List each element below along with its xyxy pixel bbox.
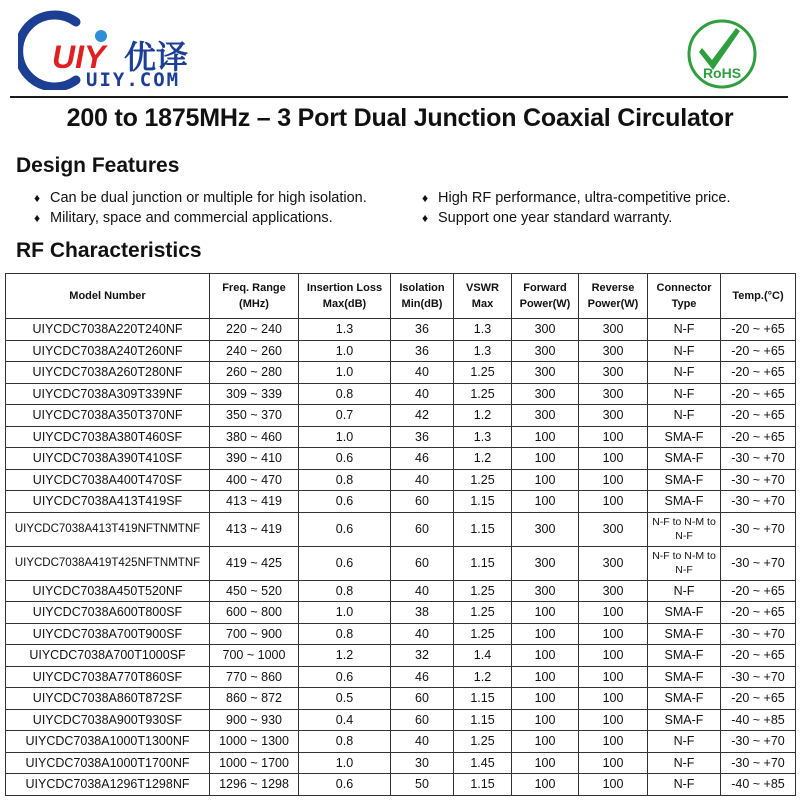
- cell-vswr: 1.25: [454, 580, 512, 602]
- col-header-forward-power: Forward Power(W): [512, 274, 579, 319]
- cell-temperature: -30 ~ +70: [721, 469, 796, 491]
- cell-reverse-power: 100: [579, 731, 648, 753]
- cell-forward-power: 100: [512, 491, 579, 513]
- cell-connector-type: SMA-F: [648, 709, 721, 731]
- cell-temperature: -30 ~ +70: [721, 731, 796, 753]
- cell-freq-range: 413 ~ 419: [210, 491, 299, 513]
- cell-model: UIYCDC7038A413T419NFTNMTNF: [6, 512, 210, 546]
- cell-reverse-power: 300: [579, 546, 648, 580]
- cell-model: UIYCDC7038A390T410SF: [6, 448, 210, 470]
- cell-isolation: 60: [391, 709, 454, 731]
- cell-insertion-loss: 1.0: [299, 752, 391, 774]
- cell-vswr: 1.25: [454, 362, 512, 384]
- cell-forward-power: 300: [512, 340, 579, 362]
- diamond-bullet-icon: ♦: [34, 191, 41, 205]
- table-row: [6, 666, 796, 688]
- feature-item: ♦ High RF performance, ultra-competitive price.: [422, 190, 731, 206]
- col-header-vswr: VSWR Max: [454, 274, 512, 319]
- table-row: [6, 731, 796, 753]
- cell-freq-range: 309 ~ 339: [210, 383, 299, 405]
- cell-insertion-loss: 0.8: [299, 731, 391, 753]
- feature-item: ♦ Military, space and commercial applications.: [34, 210, 333, 226]
- cell-insertion-loss: 0.6: [299, 512, 391, 546]
- cell-model: UIYCDC7038A900T930SF: [6, 709, 210, 731]
- svg-text:UIY.COM: UIY.COM: [86, 69, 181, 90]
- col-header-temp: Temp.(°C): [721, 274, 796, 319]
- cell-model: UIYCDC7038A600T800SF: [6, 602, 210, 624]
- svg-text:UIY: UIY: [52, 39, 106, 75]
- table-row: [6, 405, 796, 427]
- cell-connector-type: SMA-F: [648, 448, 721, 470]
- col-header-connector: Connector Type: [648, 274, 721, 319]
- cell-vswr: 1.25: [454, 383, 512, 405]
- cell-temperature: -30 ~ +70: [721, 623, 796, 645]
- cell-forward-power: 100: [512, 602, 579, 624]
- table-row: [6, 688, 796, 710]
- cell-isolation: 40: [391, 362, 454, 384]
- cell-reverse-power: 100: [579, 752, 648, 774]
- col-header-freq: Freq. Range (MHz): [210, 274, 299, 319]
- cell-model: UIYCDC7038A700T900SF: [6, 623, 210, 645]
- cell-reverse-power: 100: [579, 469, 648, 491]
- cell-freq-range: 350 ~ 370: [210, 405, 299, 427]
- diamond-bullet-icon: ♦: [422, 211, 429, 225]
- cell-insertion-loss: 0.6: [299, 448, 391, 470]
- cell-temperature: -20 ~ +65: [721, 688, 796, 710]
- cell-model: UIYCDC7038A860T872SF: [6, 688, 210, 710]
- rf-spec-table: [5, 273, 796, 796]
- cell-model: UIYCDC7038A260T280NF: [6, 362, 210, 384]
- cell-forward-power: 100: [512, 752, 579, 774]
- cell-insertion-loss: 1.0: [299, 362, 391, 384]
- cell-connector-type: SMA-F: [648, 469, 721, 491]
- cell-forward-power: 300: [512, 319, 579, 341]
- cell-temperature: -30 ~ +70: [721, 666, 796, 688]
- cell-connector-type: N-F: [648, 340, 721, 362]
- cell-model: UIYCDC7038A450T520NF: [6, 580, 210, 602]
- cell-freq-range: 1296 ~ 1298: [210, 774, 299, 796]
- cell-forward-power: 300: [512, 383, 579, 405]
- table-body: [6, 319, 796, 796]
- uiy-logo-icon: [18, 10, 238, 90]
- cell-freq-range: 240 ~ 260: [210, 340, 299, 362]
- cell-connector-type: SMA-F: [648, 623, 721, 645]
- cell-model: UIYCDC7038A220T240NF: [6, 319, 210, 341]
- cell-reverse-power: 300: [579, 405, 648, 427]
- table-row: [6, 546, 796, 580]
- diamond-bullet-icon: ♦: [422, 191, 429, 205]
- cell-temperature: -40 ~ +85: [721, 709, 796, 731]
- cell-freq-range: 260 ~ 280: [210, 362, 299, 384]
- svg-text:优译: 优译: [124, 38, 189, 76]
- diamond-bullet-icon: ♦: [34, 211, 41, 225]
- cell-insertion-loss: 0.6: [299, 546, 391, 580]
- cell-insertion-loss: 1.3: [299, 319, 391, 341]
- cell-insertion-loss: 0.7: [299, 405, 391, 427]
- table-row: [6, 774, 796, 796]
- table-row: [6, 491, 796, 513]
- cell-reverse-power: 100: [579, 666, 648, 688]
- cell-insertion-loss: 1.0: [299, 602, 391, 624]
- cell-reverse-power: 300: [579, 340, 648, 362]
- cell-isolation: 40: [391, 469, 454, 491]
- cell-freq-range: 419 ~ 425: [210, 546, 299, 580]
- col-header-model: Model Number: [6, 274, 210, 319]
- cell-reverse-power: 100: [579, 448, 648, 470]
- table-row: [6, 602, 796, 624]
- cell-vswr: 1.15: [454, 709, 512, 731]
- cell-freq-range: 600 ~ 800: [210, 602, 299, 624]
- cell-connector-type: SMA-F: [648, 602, 721, 624]
- cell-isolation: 60: [391, 512, 454, 546]
- cell-temperature: -30 ~ +70: [721, 512, 796, 546]
- table-row: [6, 645, 796, 667]
- cell-vswr: 1.15: [454, 688, 512, 710]
- cell-vswr: 1.45: [454, 752, 512, 774]
- cell-forward-power: 100: [512, 645, 579, 667]
- cell-temperature: -20 ~ +65: [721, 580, 796, 602]
- cell-model: UIYCDC7038A240T260NF: [6, 340, 210, 362]
- cell-insertion-loss: 0.5: [299, 688, 391, 710]
- cell-model: UIYCDC7038A1296T1298NF: [6, 774, 210, 796]
- cell-model: UIYCDC7038A413T419SF: [6, 491, 210, 513]
- cell-forward-power: 100: [512, 709, 579, 731]
- table-row: [6, 623, 796, 645]
- cell-freq-range: 900 ~ 930: [210, 709, 299, 731]
- cell-vswr: 1.3: [454, 319, 512, 341]
- cell-isolation: 36: [391, 426, 454, 448]
- cell-model: UIYCDC7038A309T339NF: [6, 383, 210, 405]
- feature-item: ♦ Can be dual junction or multiple for high isolation.: [34, 190, 367, 206]
- cell-temperature: -20 ~ +65: [721, 319, 796, 341]
- design-features-heading: Design Features: [16, 154, 180, 177]
- cell-reverse-power: 100: [579, 491, 648, 513]
- cell-vswr: 1.2: [454, 448, 512, 470]
- rohs-check-icon: [686, 18, 758, 90]
- table-row: [6, 426, 796, 448]
- cell-connector-type: N-F: [648, 752, 721, 774]
- cell-reverse-power: 300: [579, 580, 648, 602]
- cell-vswr: 1.2: [454, 405, 512, 427]
- cell-reverse-power: 300: [579, 512, 648, 546]
- cell-connector-type: N-F: [648, 774, 721, 796]
- cell-forward-power: 100: [512, 469, 579, 491]
- cell-freq-range: 390 ~ 410: [210, 448, 299, 470]
- cell-freq-range: 860 ~ 872: [210, 688, 299, 710]
- page-title: 200 to 1875MHz – 3 Port Dual Junction Coaxial Circulator: [66, 104, 734, 132]
- cell-insertion-loss: 1.2: [299, 645, 391, 667]
- cell-reverse-power: 100: [579, 688, 648, 710]
- cell-vswr: 1.3: [454, 340, 512, 362]
- cell-freq-range: 400 ~ 470: [210, 469, 299, 491]
- cell-vswr: 1.2: [454, 666, 512, 688]
- cell-isolation: 46: [391, 448, 454, 470]
- cell-freq-range: 700 ~ 900: [210, 623, 299, 645]
- cell-isolation: 50: [391, 774, 454, 796]
- cell-vswr: 1.3: [454, 426, 512, 448]
- cell-temperature: -20 ~ +65: [721, 426, 796, 448]
- cell-freq-range: 1000 ~ 1300: [210, 731, 299, 753]
- cell-insertion-loss: 0.8: [299, 580, 391, 602]
- cell-temperature: -30 ~ +70: [721, 752, 796, 774]
- cell-vswr: 1.25: [454, 602, 512, 624]
- cell-isolation: 46: [391, 666, 454, 688]
- cell-temperature: -20 ~ +65: [721, 645, 796, 667]
- cell-reverse-power: 100: [579, 602, 648, 624]
- col-header-insertion-loss: Insertion Loss Max(dB): [299, 274, 391, 319]
- cell-insertion-loss: 0.8: [299, 469, 391, 491]
- cell-model: UIYCDC7038A1000T1300NF: [6, 731, 210, 753]
- cell-reverse-power: 100: [579, 645, 648, 667]
- cell-forward-power: 300: [512, 512, 579, 546]
- table-row: [6, 752, 796, 774]
- cell-forward-power: 100: [512, 623, 579, 645]
- cell-vswr: 1.15: [454, 546, 512, 580]
- cell-isolation: 60: [391, 688, 454, 710]
- table-header-row: [6, 274, 796, 319]
- cell-reverse-power: 100: [579, 623, 648, 645]
- cell-model: UIYCDC7038A770T860SF: [6, 666, 210, 688]
- cell-insertion-loss: 0.4: [299, 709, 391, 731]
- cell-model: UIYCDC7038A1000T1700NF: [6, 752, 210, 774]
- cell-temperature: -20 ~ +65: [721, 340, 796, 362]
- cell-temperature: -20 ~ +65: [721, 383, 796, 405]
- cell-insertion-loss: 1.0: [299, 340, 391, 362]
- cell-forward-power: 300: [512, 580, 579, 602]
- cell-connector-type: SMA-F: [648, 645, 721, 667]
- cell-isolation: 36: [391, 319, 454, 341]
- cell-forward-power: 300: [512, 362, 579, 384]
- cell-reverse-power: 300: [579, 362, 648, 384]
- cell-temperature: -20 ~ +65: [721, 362, 796, 384]
- cell-freq-range: 770 ~ 860: [210, 666, 299, 688]
- table-row: [6, 709, 796, 731]
- cell-freq-range: 1000 ~ 1700: [210, 752, 299, 774]
- cell-freq-range: 220 ~ 240: [210, 319, 299, 341]
- cell-isolation: 40: [391, 383, 454, 405]
- table-row: [6, 319, 796, 341]
- cell-vswr: 1.25: [454, 469, 512, 491]
- company-logo: [18, 10, 238, 90]
- cell-reverse-power: 100: [579, 774, 648, 796]
- cell-temperature: -20 ~ +65: [721, 405, 796, 427]
- rohs-badge: [686, 18, 758, 90]
- cell-forward-power: 100: [512, 666, 579, 688]
- cell-connector-type: N-F: [648, 383, 721, 405]
- cell-isolation: 38: [391, 602, 454, 624]
- cell-connector-type: SMA-F: [648, 426, 721, 448]
- cell-insertion-loss: 0.6: [299, 774, 391, 796]
- cell-isolation: 40: [391, 731, 454, 753]
- cell-isolation: 30: [391, 752, 454, 774]
- cell-vswr: 1.15: [454, 774, 512, 796]
- cell-model: UIYCDC7038A380T460SF: [6, 426, 210, 448]
- cell-forward-power: 100: [512, 774, 579, 796]
- cell-forward-power: 300: [512, 405, 579, 427]
- cell-isolation: 60: [391, 546, 454, 580]
- cell-reverse-power: 100: [579, 426, 648, 448]
- cell-connector-type: N-F: [648, 405, 721, 427]
- cell-vswr: 1.15: [454, 491, 512, 513]
- cell-freq-range: 450 ~ 520: [210, 580, 299, 602]
- cell-isolation: 32: [391, 645, 454, 667]
- cell-freq-range: 700 ~ 1000: [210, 645, 299, 667]
- table-row: [6, 512, 796, 546]
- table-row: [6, 448, 796, 470]
- cell-connector-type: N-F: [648, 319, 721, 341]
- cell-vswr: 1.25: [454, 623, 512, 645]
- col-header-reverse-power: Reverse Power(W): [579, 274, 648, 319]
- cell-connector-type: SMA-F: [648, 666, 721, 688]
- cell-connector-type: N-F to N-M to N-F: [648, 546, 721, 580]
- cell-connector-type: N-F: [648, 731, 721, 753]
- cell-isolation: 40: [391, 580, 454, 602]
- table-row: [6, 340, 796, 362]
- cell-insertion-loss: 1.0: [299, 426, 391, 448]
- feature-item: ♦ Support one year standard warranty.: [422, 210, 673, 226]
- cell-forward-power: 100: [512, 688, 579, 710]
- cell-connector-type: N-F: [648, 580, 721, 602]
- cell-temperature: -30 ~ +70: [721, 546, 796, 580]
- cell-isolation: 36: [391, 340, 454, 362]
- cell-insertion-loss: 0.6: [299, 666, 391, 688]
- table-row: [6, 362, 796, 384]
- cell-reverse-power: 100: [579, 709, 648, 731]
- cell-vswr: 1.15: [454, 512, 512, 546]
- cell-reverse-power: 300: [579, 319, 648, 341]
- rf-characteristics-heading: RF Characteristics: [16, 239, 202, 262]
- svg-text:RoHS: RoHS: [702, 65, 742, 81]
- cell-temperature: -30 ~ +70: [721, 448, 796, 470]
- cell-model: UIYCDC7038A400T470SF: [6, 469, 210, 491]
- col-header-isolation: Isolation Min(dB): [391, 274, 454, 319]
- cell-vswr: 1.4: [454, 645, 512, 667]
- cell-insertion-loss: 0.8: [299, 383, 391, 405]
- cell-model: UIYCDC7038A350T370NF: [6, 405, 210, 427]
- cell-model: UIYCDC7038A700T1000SF: [6, 645, 210, 667]
- cell-freq-range: 413 ~ 419: [210, 512, 299, 546]
- cell-insertion-loss: 0.8: [299, 623, 391, 645]
- cell-forward-power: 100: [512, 426, 579, 448]
- cell-isolation: 40: [391, 623, 454, 645]
- cell-reverse-power: 300: [579, 383, 648, 405]
- cell-temperature: -30 ~ +70: [721, 491, 796, 513]
- cell-isolation: 42: [391, 405, 454, 427]
- cell-connector-type: N-F to N-M to N-F: [648, 512, 721, 546]
- cell-temperature: -40 ~ +85: [721, 774, 796, 796]
- cell-model: UIYCDC7038A419T425NFTNMTNF: [6, 546, 210, 580]
- cell-insertion-loss: 0.6: [299, 491, 391, 513]
- cell-forward-power: 300: [512, 546, 579, 580]
- table-row: [6, 469, 796, 491]
- cell-temperature: -20 ~ +65: [721, 602, 796, 624]
- cell-freq-range: 380 ~ 460: [210, 426, 299, 448]
- cell-isolation: 60: [391, 491, 454, 513]
- cell-connector-type: SMA-F: [648, 491, 721, 513]
- cell-connector-type: SMA-F: [648, 688, 721, 710]
- cell-forward-power: 100: [512, 448, 579, 470]
- cell-forward-power: 100: [512, 731, 579, 753]
- header-divider: [10, 96, 788, 98]
- cell-vswr: 1.25: [454, 731, 512, 753]
- cell-connector-type: N-F: [648, 362, 721, 384]
- table-row: [6, 580, 796, 602]
- table-row: [6, 383, 796, 405]
